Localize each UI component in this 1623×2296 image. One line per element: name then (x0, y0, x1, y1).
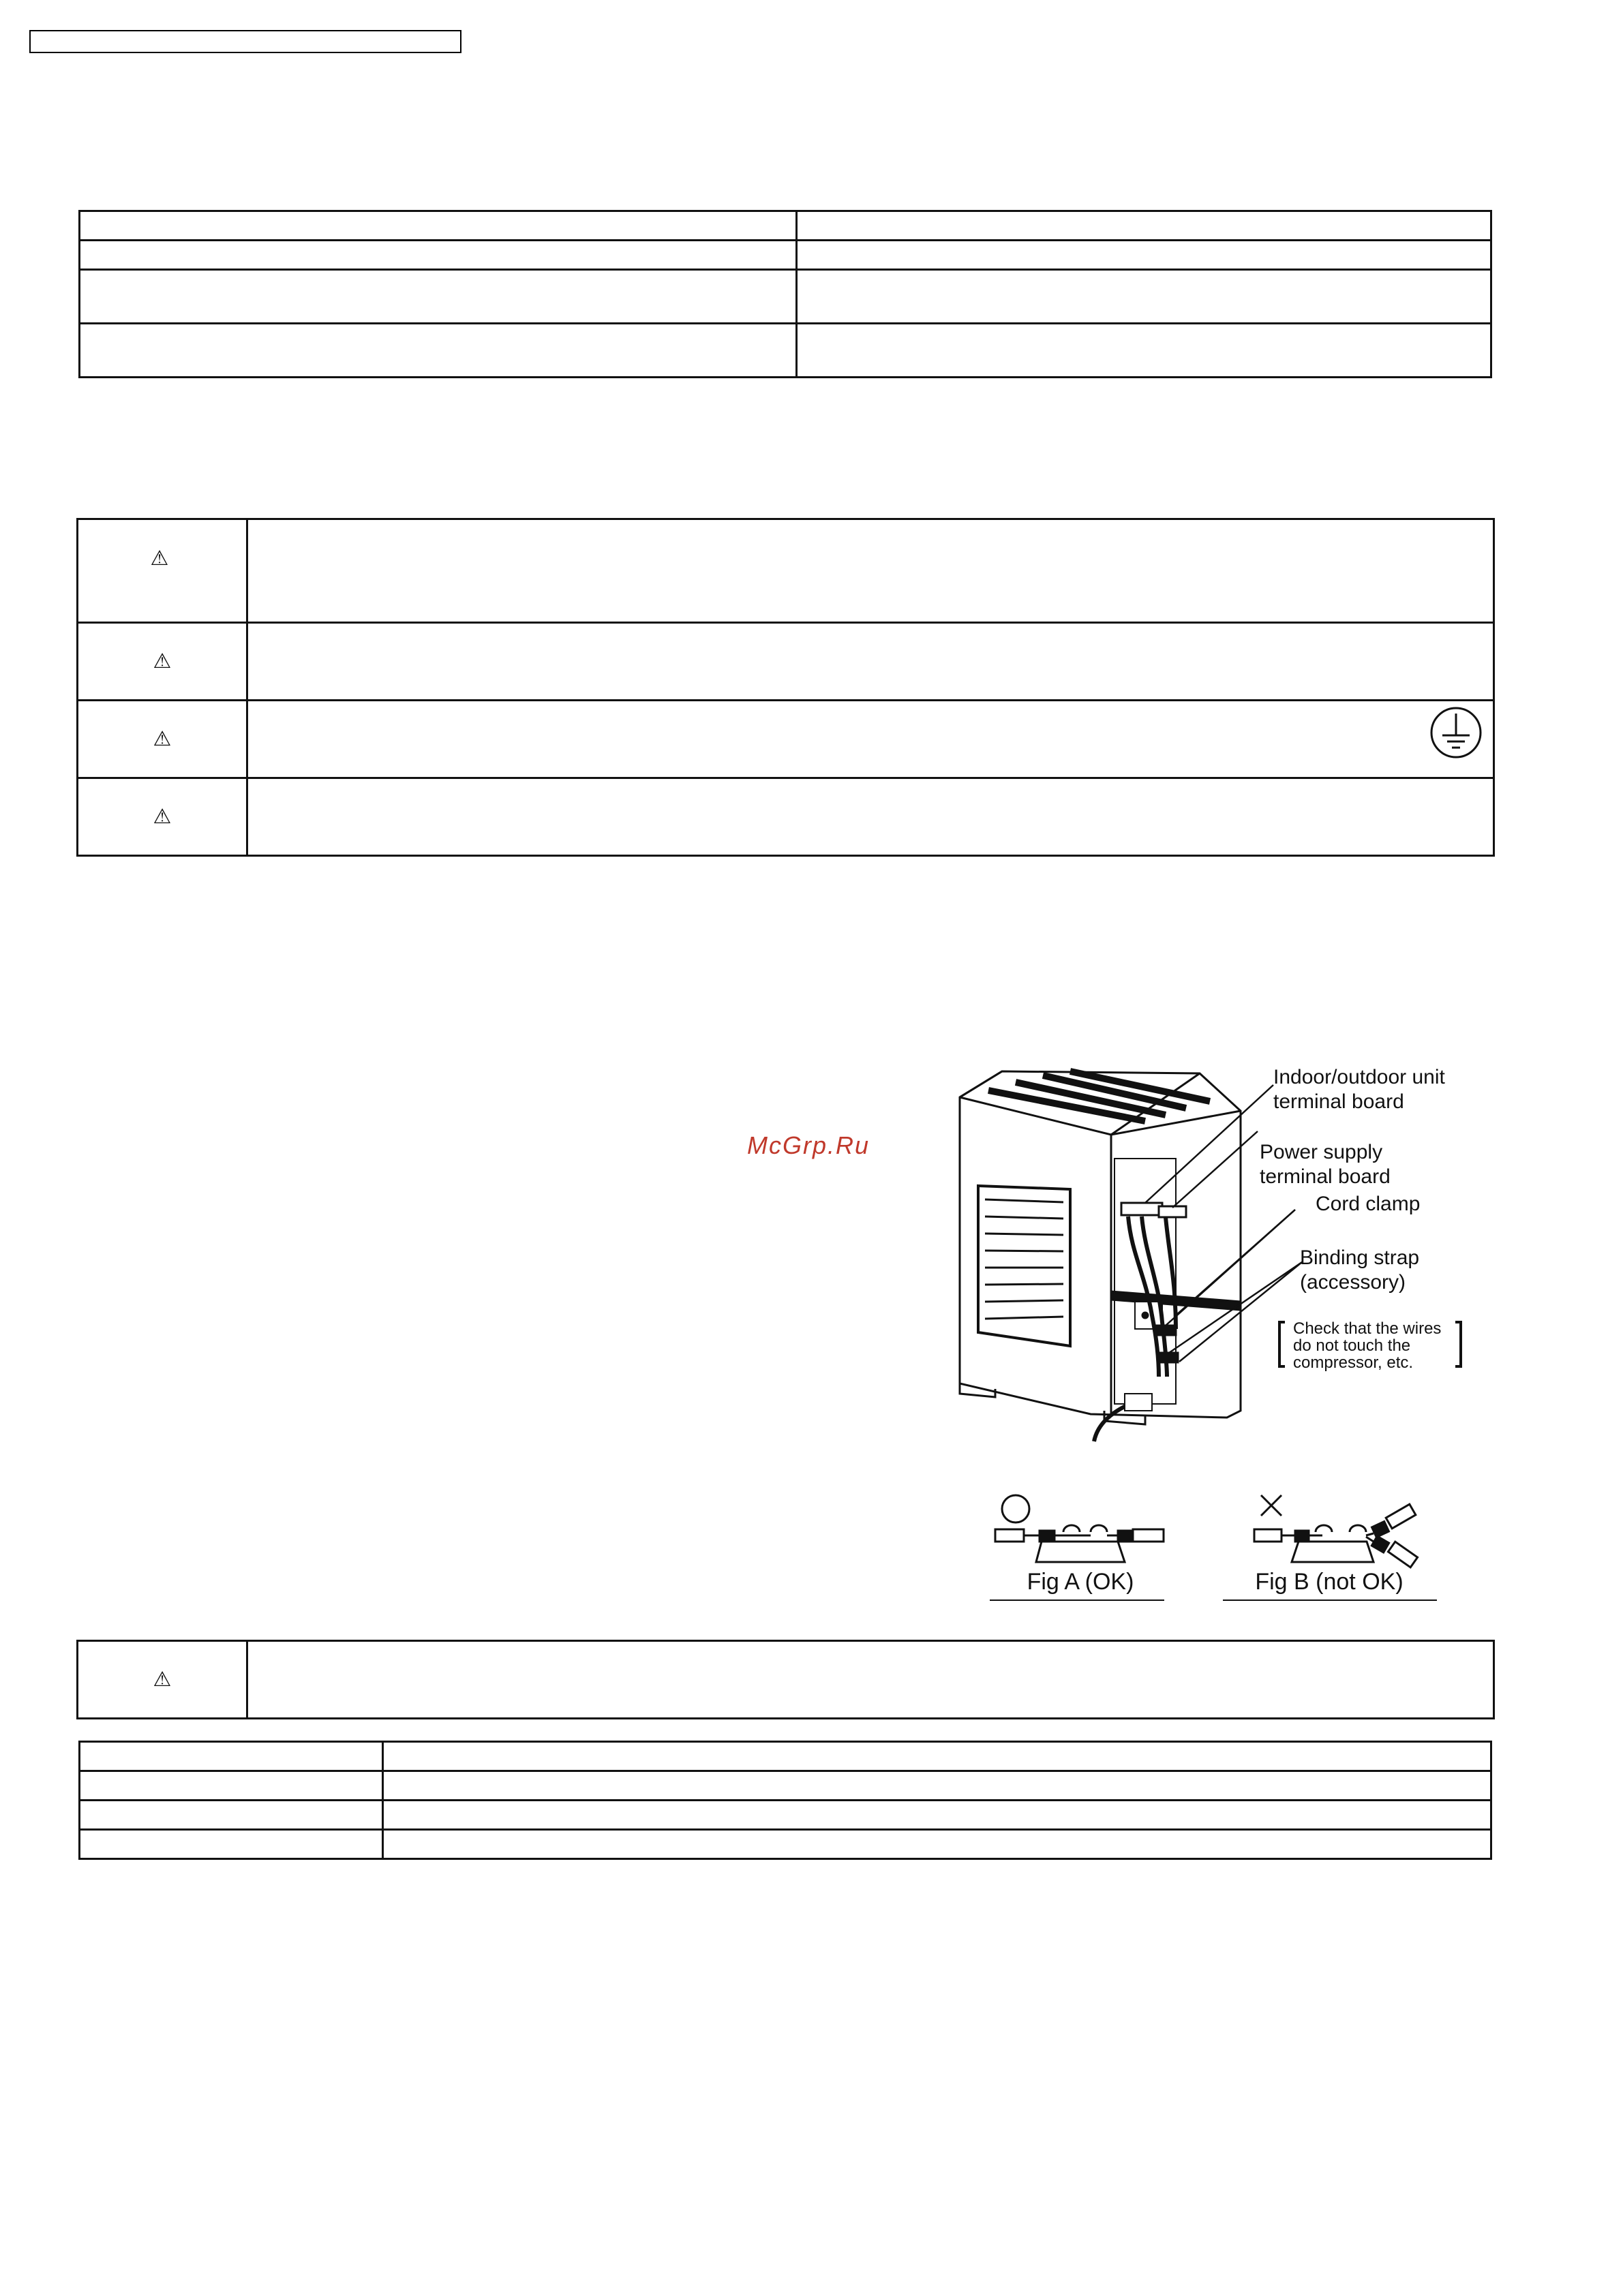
ground-symbol-icon (1429, 705, 1483, 760)
table-row (80, 211, 1491, 241)
table-row (78, 519, 1494, 623)
table-row (80, 1742, 1491, 1771)
warning-triangle-icon: ⚠ (150, 547, 169, 570)
table-row (80, 1830, 1491, 1859)
fig-a-ok (982, 1486, 1172, 1605)
label-cord-clamp: Cord clamp (1316, 1193, 1421, 1215)
label-accessory: (accessory) (1300, 1271, 1406, 1294)
warning-table (76, 518, 1495, 857)
warning-triangle-icon: ⚠ (153, 649, 172, 673)
fig-b-not-ok (1220, 1486, 1438, 1605)
label-terminal-board: terminal board (1273, 1090, 1404, 1113)
spec-table (78, 210, 1492, 378)
table-row (80, 241, 1491, 270)
table-row (80, 1771, 1491, 1801)
warning-triangle-icon: ⚠ (153, 1667, 172, 1692)
cross-ng-icon (1261, 1495, 1281, 1516)
warning-triangle-icon: ⚠ (153, 804, 172, 829)
label-power-supply: Power supply (1260, 1141, 1383, 1163)
fig-a-caption: Fig A (OK) (1027, 1569, 1134, 1595)
label-binding-strap: Binding strap (1300, 1246, 1420, 1269)
header-box (29, 30, 461, 53)
note-line-2: do not touch the (1293, 1336, 1411, 1355)
table-row (78, 701, 1494, 778)
outdoor-unit-diagram (941, 1056, 1486, 1458)
warning-triangle-icon: ⚠ (153, 726, 172, 751)
bottom-table (78, 1741, 1492, 1860)
label-power-supply-terminal: terminal board (1260, 1165, 1391, 1188)
table-row (78, 1641, 1494, 1719)
table-row (78, 778, 1494, 856)
warning-box (76, 1640, 1495, 1719)
outdoor-unit-body (960, 1071, 1241, 1441)
table-row (80, 1801, 1491, 1830)
watermark: McGrp.Ru (747, 1131, 870, 1159)
table-row (80, 324, 1491, 378)
label-indoor-outdoor-terminal: Indoor/outdoor unit (1273, 1066, 1445, 1088)
note-line-3: compressor, etc. (1293, 1353, 1414, 1372)
circle-ok-icon (1002, 1495, 1029, 1522)
table-row (78, 623, 1494, 701)
table-row (80, 270, 1491, 324)
note-line-1: Check that the wires (1293, 1319, 1442, 1338)
fig-b-caption: Fig B (not OK) (1255, 1569, 1404, 1595)
